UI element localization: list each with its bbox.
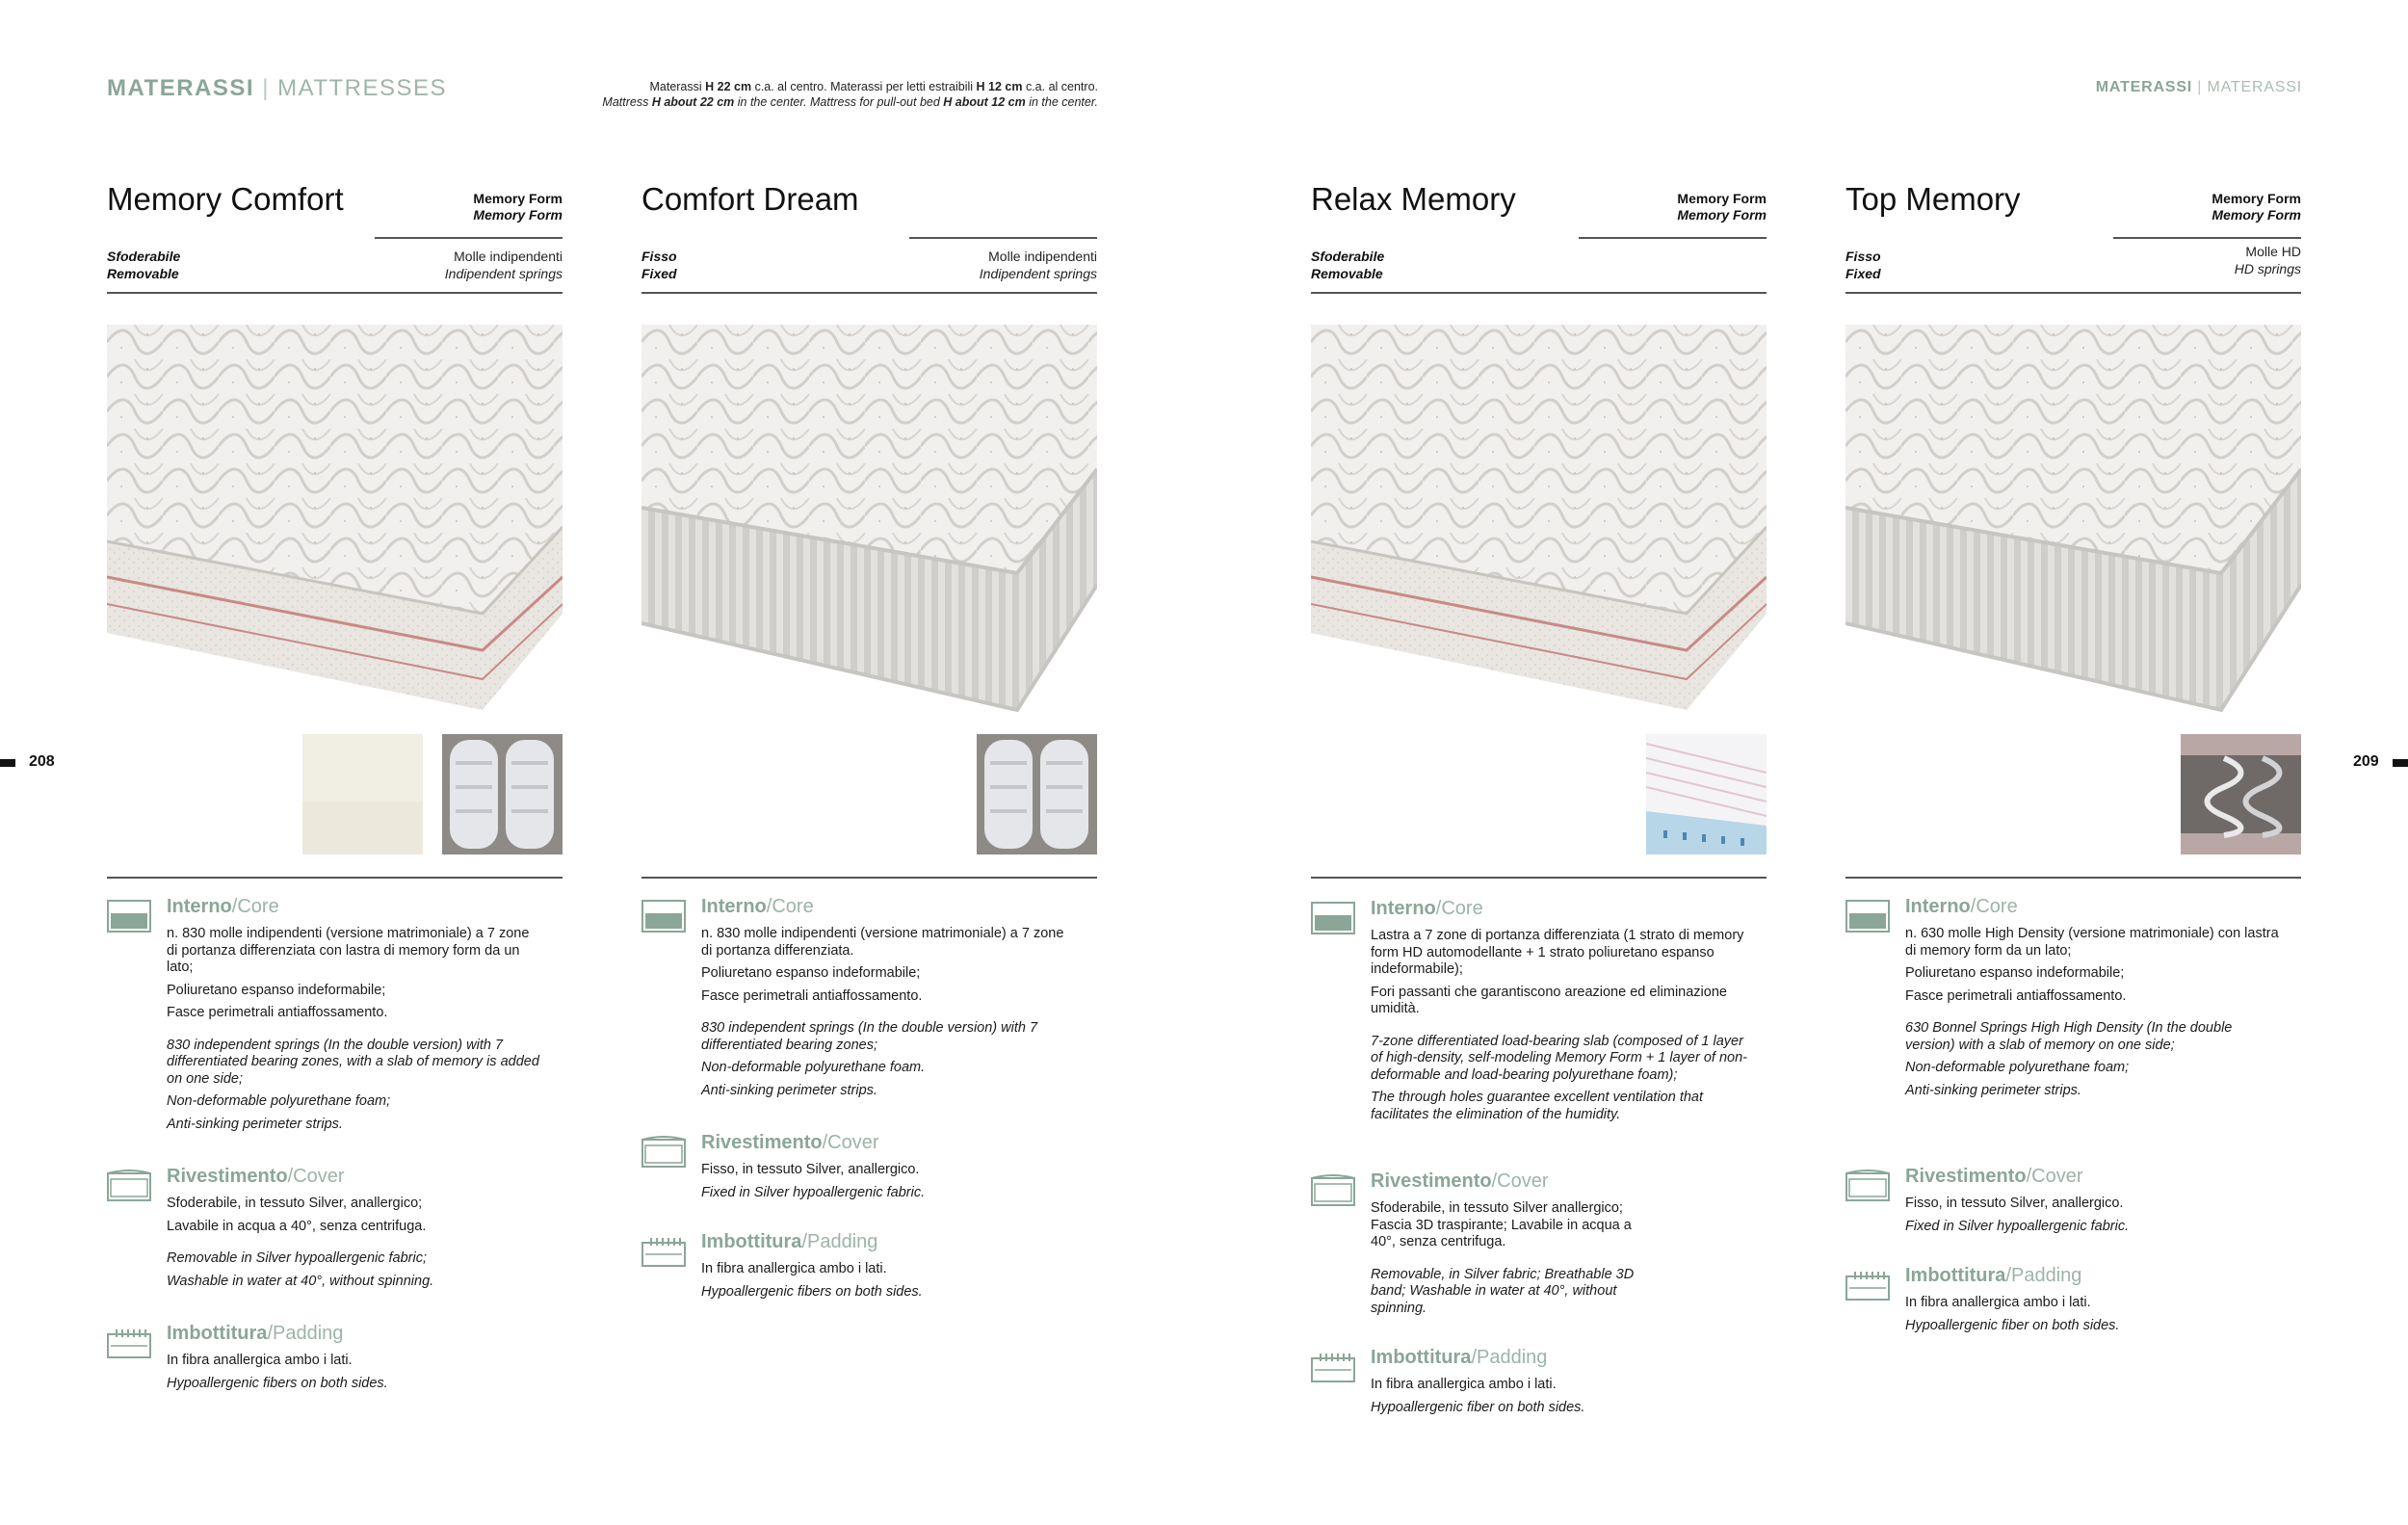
core-section [1845,896,2301,1146]
bonnel-springs-swatch [2181,734,2301,855]
product-material: Memory Form Memory Form [473,191,563,223]
section-separator: | [262,75,270,101]
core-icon [641,900,686,933]
cover-icon [1845,1170,1890,1202]
divider [107,292,563,294]
padding-title: Imbottitura/Padding [167,1323,344,1344]
material-thumbnails [2181,734,2301,855]
cover-type: Fisso Fixed [1845,249,1881,281]
divider [1579,237,1767,239]
divider [1311,292,1767,294]
height-note [482,79,1098,110]
page-marker-left [0,759,15,767]
cover-type: Sfoderabile Removable [1311,249,1385,281]
spring-type: Molle HD HD springs [2234,244,2301,276]
divider [2113,237,2301,239]
divider [641,877,1097,879]
material-thumbnails [302,734,563,855]
page-number-right: 209 [2353,753,2379,770]
product-relax-memory [1311,173,1767,1435]
divider [107,877,563,879]
pocket-springs-swatch [442,734,563,855]
material-thumbnails [977,734,1097,855]
padding-section [1845,1265,2301,1352]
core-text: Lastra a 7 zone di portanza differenziata (1 strato di memory form HD automodellante + 1 strato poliuretano espanso indeformabile); Fori passanti che garantiscono areazione ed eliminazione umidità. 7-zone differentiated load-bearing slab (composed of 1 layer of high-density, self-modeling Memory Form + 1 layer of non-deformable and load-bearing polyurethane foam); The through holes guarantee excellent ventilation that facilitates the elimination of the humidity. [1371,928,1747,1122]
padding-text: In fibra anallergica ambo i lati. Hypoallergenic fiber on both sides. [1371,1377,1585,1415]
cover-title: Rivestimento/Cover [701,1132,879,1153]
cover-section [1845,1166,2301,1252]
cover-section [641,1132,1097,1219]
divider [641,292,1097,294]
height-note-it: Materassi H 22 cm c.a. al centro. Materassi per letti estraibili H 12 cm c.a. al centro. [649,80,1098,93]
padding-icon [1845,1269,1890,1302]
material-thumbnails [1646,734,1767,855]
padding-title: Imbottitura/Padding [1371,1347,1548,1368]
core-section [1311,898,1767,1158]
cover-title: Rivestimento/Cover [167,1166,345,1187]
padding-icon [1311,1351,1355,1383]
divider [1845,877,2301,879]
core-title: Interno/Core [1371,898,1483,919]
pocket-springs-swatch [977,734,1097,855]
foam-slab-swatch [1646,734,1767,855]
core-section [641,896,1097,1117]
divider [1845,292,2301,294]
product-title: Memory Comfort [107,181,344,217]
mattress-photo [1311,325,1767,729]
divider [909,237,1097,239]
core-text: n. 830 molle indipendenti (versione matrimoniale) a 7 zone di portanza differenziata. Poliuretano espanso indeformabile; Fasce perimetrali antiaffossamento. 830 independent springs (In the double version) with 7 differentiated bearing zones; Non-deformable polyurethane foam. Anti-sinking perimeter strips. [701,926,1064,1098]
core-title: Interno/Core [1905,896,2018,917]
padding-icon [641,1235,686,1268]
product-title: Top Memory [1845,181,2021,217]
core-text: n. 630 molle High Density (versione matrimoniale) con lastra di memory form da un lato; Poliuretano espanso indeformabile; Fasce perimetrali antiaffossamento. 630 Bonnel Springs High High Density (In the double version) with a slab of memory on one side; Non-deformable polyurethane foam; Anti-sinking perimeter strips. [1905,926,2279,1098]
height-note-en: Mattress H about 22 cm in the center. Mattress for pull-out bed H about 12 cm in the center. [602,95,1098,109]
mattress-photo [641,325,1097,729]
cover-title: Rivestimento/Cover [1905,1166,2083,1187]
section-header [107,75,447,102]
padding-title: Imbottitura/Padding [701,1231,878,1252]
product-memory-comfort [107,173,563,1435]
product-material: Memory Form Memory Form [1677,191,1767,223]
padding-text: In fibra anallergica ambo i lati. Hypoallergenic fibers on both sides. [167,1353,388,1391]
mattress-photo [107,325,563,729]
product-top-memory [1845,173,2301,1435]
page-number-left: 208 [29,753,55,770]
padding-text: In fibra anallergica ambo i lati. Hypoallergenic fibers on both sides. [701,1261,923,1300]
section-title-en: MATTRESSES [277,75,448,101]
cover-title: Rivestimento/Cover [1371,1170,1549,1192]
core-text: n. 830 molle indipendenti (versione matrimoniale) a 7 zone di portanza differenziata con lastra di memory form da un lato; Poliuretano espanso indeformabile; Fasce perimetrali antiaffossamento. 830 independent springs (In the double version) with 7 differentiated bearing zones, with a slab of memory is added on one side; Non-deformable polyurethane foam; Anti-sinking perimeter strips. [167,926,539,1132]
core-title: Interno/Core [701,896,814,917]
cover-text: Sfoderabile, in tessuto Silver anallergico; Fascia 3D traspirante; Lavabile in acqua a 40°, senza centrifuga. Removable, in Silver fabric; Breathable 3D band; Washable in water at 40°, without spinning. [1371,1200,1635,1316]
mattress-photo [1845,325,2301,729]
divider [1311,877,1767,879]
cover-text: Fisso, in tessuto Silver, anallergico. Fixed in Silver hypoallergenic fabric. [1905,1196,2130,1234]
product-comfort-dream [641,173,1097,1435]
memory-foam-swatch [302,734,423,855]
product-title: Relax Memory [1311,181,1516,217]
cover-icon [1311,1174,1355,1207]
cover-section [107,1166,563,1289]
padding-section [107,1323,563,1409]
padding-title: Imbottitura/Padding [1905,1265,2082,1286]
padding-icon [107,1327,151,1359]
cover-icon [641,1136,686,1169]
core-title: Interno/Core [167,896,279,917]
padding-section [641,1231,1097,1318]
divider [375,237,563,239]
spring-type: Molle indipendenti Indipendent springs [979,249,1097,281]
cover-icon [107,1170,151,1202]
cover-type: Fisso Fixed [641,249,677,281]
core-section [107,896,563,1146]
product-material: Memory Form Memory Form [2212,191,2301,223]
product-title: Comfort Dream [641,181,859,217]
page-marker-right [2393,759,2408,767]
core-icon [1311,902,1355,934]
cover-type: Sfoderabile Removable [107,249,181,281]
padding-section [1311,1347,1767,1433]
cover-section [1311,1170,1767,1315]
core-icon [1845,900,1890,933]
section-title-it: MATERASSI [107,75,255,101]
section-header-right: MATERASSI | MATERASSI [2095,79,2302,95]
spring-type: Molle indipendenti Indipendent springs [444,249,563,281]
padding-text: In fibra anallergica ambo i lati. Hypoallergenic fiber on both sides. [1905,1295,2120,1333]
core-icon [107,900,151,933]
cover-text: Sfoderabile, in tessuto Silver, anallergico; Lavabile in acqua a 40°, senza centrifuga. Removable in Silver hypoallergenic fabric; Washable in water at 40°, without spinning. [167,1196,434,1289]
cover-text: Fisso, in tessuto Silver, anallergico. Fixed in Silver hypoallergenic fabric. [701,1162,926,1200]
